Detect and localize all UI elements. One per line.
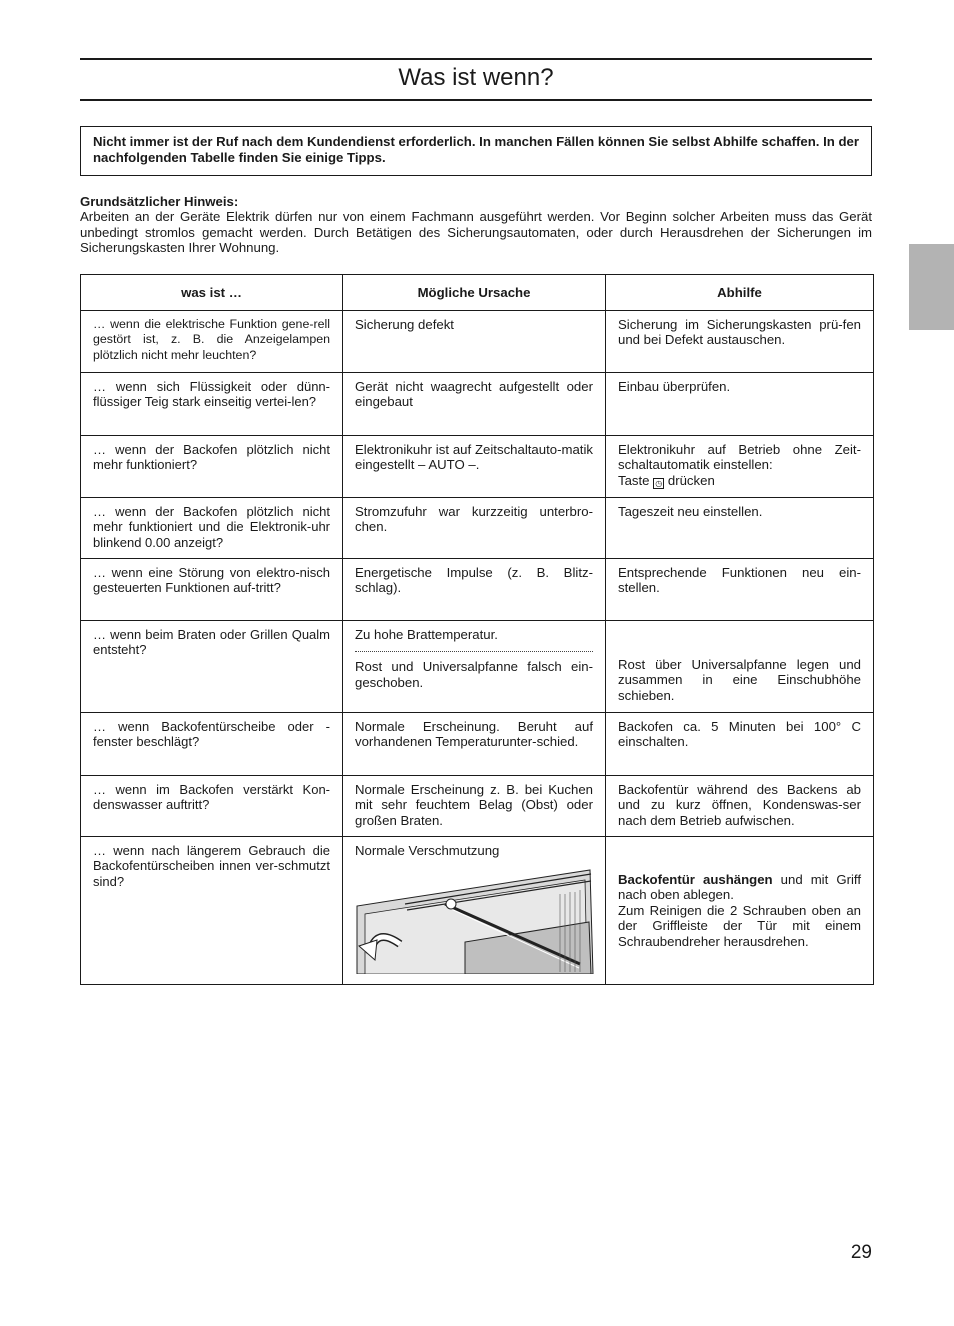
troubleshooting-table [80, 274, 874, 985]
remedy-spacer [618, 627, 861, 657]
section-tab [909, 244, 954, 330]
column-header-cause: Mögliche Ursache [343, 275, 606, 311]
cause-cell: Elektronikuhr ist auf Zeitschaltauto-matik eingestellt – AUTO –. [343, 436, 606, 498]
problem-cell: … wenn sich Flüssigkeit oder dünn-flüssiger Teig stark einseitig vertei-len? [81, 373, 343, 436]
oven-door-illustration [355, 864, 595, 974]
page-title: Was ist wenn? [398, 64, 554, 91]
remedy-cell [606, 621, 874, 713]
problem-cell: … wenn der Backofen plötzlich nicht mehr funktioniert und die Elektronik-uhr blinkend 0.00 anzeigt? [81, 498, 343, 559]
table-row [81, 713, 874, 776]
notice-text: Arbeiten an der Geräte Elektrik dürfen nur von einem Fachmann ausgeführt werden. Vor Beginn solcher Arbeiten muss das Gerät unbedingt stromlos gemacht werden. Durch Betätigen des Sicherungsautomaten, oder durch Herausdrehen der Sicherungen im Sicherungskasten Ihrer Wohnung. [80, 209, 872, 256]
remedy-cell: Entsprechende Funktionen neu ein-stellen. [606, 559, 874, 621]
table-row [81, 776, 874, 837]
table-row [81, 837, 874, 985]
dotted-divider [355, 651, 593, 652]
remedy-cell [606, 436, 874, 498]
page-number: 29 [850, 1242, 872, 1263]
cause-cell: Stromzufuhr war kurzzeitig unterbro-chen. [343, 498, 606, 559]
problem-cell: … wenn beim Braten oder Grillen Qualm entsteht? [81, 621, 343, 713]
cause-cell: Energetische Impulse (z. B. Blitz-schlag). [343, 559, 606, 621]
problem-cell: … wenn im Backofen verstärkt Kon-denswasser auftritt? [81, 776, 343, 837]
column-header-problem: was ist … [81, 275, 343, 311]
cause-cell [343, 837, 606, 985]
clock-key-icon: ◷ [653, 478, 664, 489]
notice-heading: Grundsätzlicher Hinweis: [80, 194, 239, 209]
top-rule [80, 58, 872, 60]
table-row [81, 436, 874, 498]
problem-cell: … wenn die elektrische Funktion gene-rell gestört ist, z. B. die Anzeigelampen plötzlich nicht mehr leuchten? [81, 311, 343, 373]
table-row [81, 311, 874, 373]
table-row [81, 498, 874, 559]
column-header-remedy: Abhilfe [606, 275, 874, 311]
remedy-key-line [618, 473, 861, 489]
problem-cell: … wenn nach längerem Gebrauch die Backofentürscheiben innen ver-schmutzt sind? [81, 837, 343, 985]
cause-text: Zu hohe Brattemperatur. [355, 627, 498, 642]
remedy-cell [606, 837, 874, 985]
remedy-cell: Backofentür während des Backens ab und zu kurz öffnen, Kondenswas-ser nach dem Betrieb aufwischen. [606, 776, 874, 837]
remedy-line [618, 872, 861, 903]
cause-cell: Gerät nicht waagrecht aufgestellt oder eingebaut [343, 373, 606, 436]
remedy-text: Elektronikuhr auf Betrieb ohne Zeit-schaltautomatik einstellen: [618, 442, 861, 473]
title-bottom-rule [80, 99, 872, 101]
intro-box: Nicht immer ist der Ruf nach dem Kundendienst erforderlich. In manchen Fällen können Sie selbst Abhilfe schaffen. In der nachfolgenden Tabelle finden Sie einige Tipps. [80, 126, 872, 176]
cause-cell [343, 621, 606, 713]
cause-text-2: Rost und Universalpfanne falsch ein-geschoben. [355, 659, 593, 690]
problem-cell: … wenn Backofentürscheibe oder -fenster beschlägt? [81, 713, 343, 776]
table-row [81, 559, 874, 621]
table-row [81, 621, 874, 713]
key-prefix: Taste [618, 472, 650, 488]
remedy-bold: Backofentür aushängen [618, 871, 773, 887]
remedy-cell: Tageszeit neu einstellen. [606, 498, 874, 559]
cause-cell: Normale Erscheinung z. B. bei Kuchen mit sehr feuchtem Belag (Obst) oder großen Braten. [343, 776, 606, 837]
remedy-cell: Einbau überprüfen. [606, 373, 874, 436]
table-row [81, 373, 874, 436]
problem-cell: … wenn eine Störung von elektro-nisch gesteuerten Funktionen auf-tritt? [81, 559, 343, 621]
problem-cell: … wenn der Backofen plötzlich nicht mehr funktioniert? [81, 436, 343, 498]
remedy-cell: Backofen ca. 5 Minuten bei 100° C einschalten. [606, 713, 874, 776]
remedy-text: Rost über Universalpfanne legen und zusammen in eine Einschubhöhe schieben. [618, 657, 861, 703]
remedy-cell: Sicherung im Sicherungskasten prü-fen und bei Defekt austauschen. [606, 311, 874, 373]
cause-text: Normale Verschmutzung [355, 843, 500, 858]
table-header-row [81, 275, 874, 311]
notice [80, 194, 872, 256]
cause-cell: Sicherung defekt [343, 311, 606, 373]
remedy-text-2: Zum Reinigen die 2 Schrauben oben an der Griffleiste der Tür mit einem Schraubendreher herausdrehen. [618, 902, 861, 949]
key-suffix: drücken [667, 472, 715, 488]
remedy-text: und mit Griff nach oben ablegen. [618, 871, 861, 903]
cause-cell: Normale Erscheinung. Beruht auf vorhandenen Temperaturunter-schied. [343, 713, 606, 776]
